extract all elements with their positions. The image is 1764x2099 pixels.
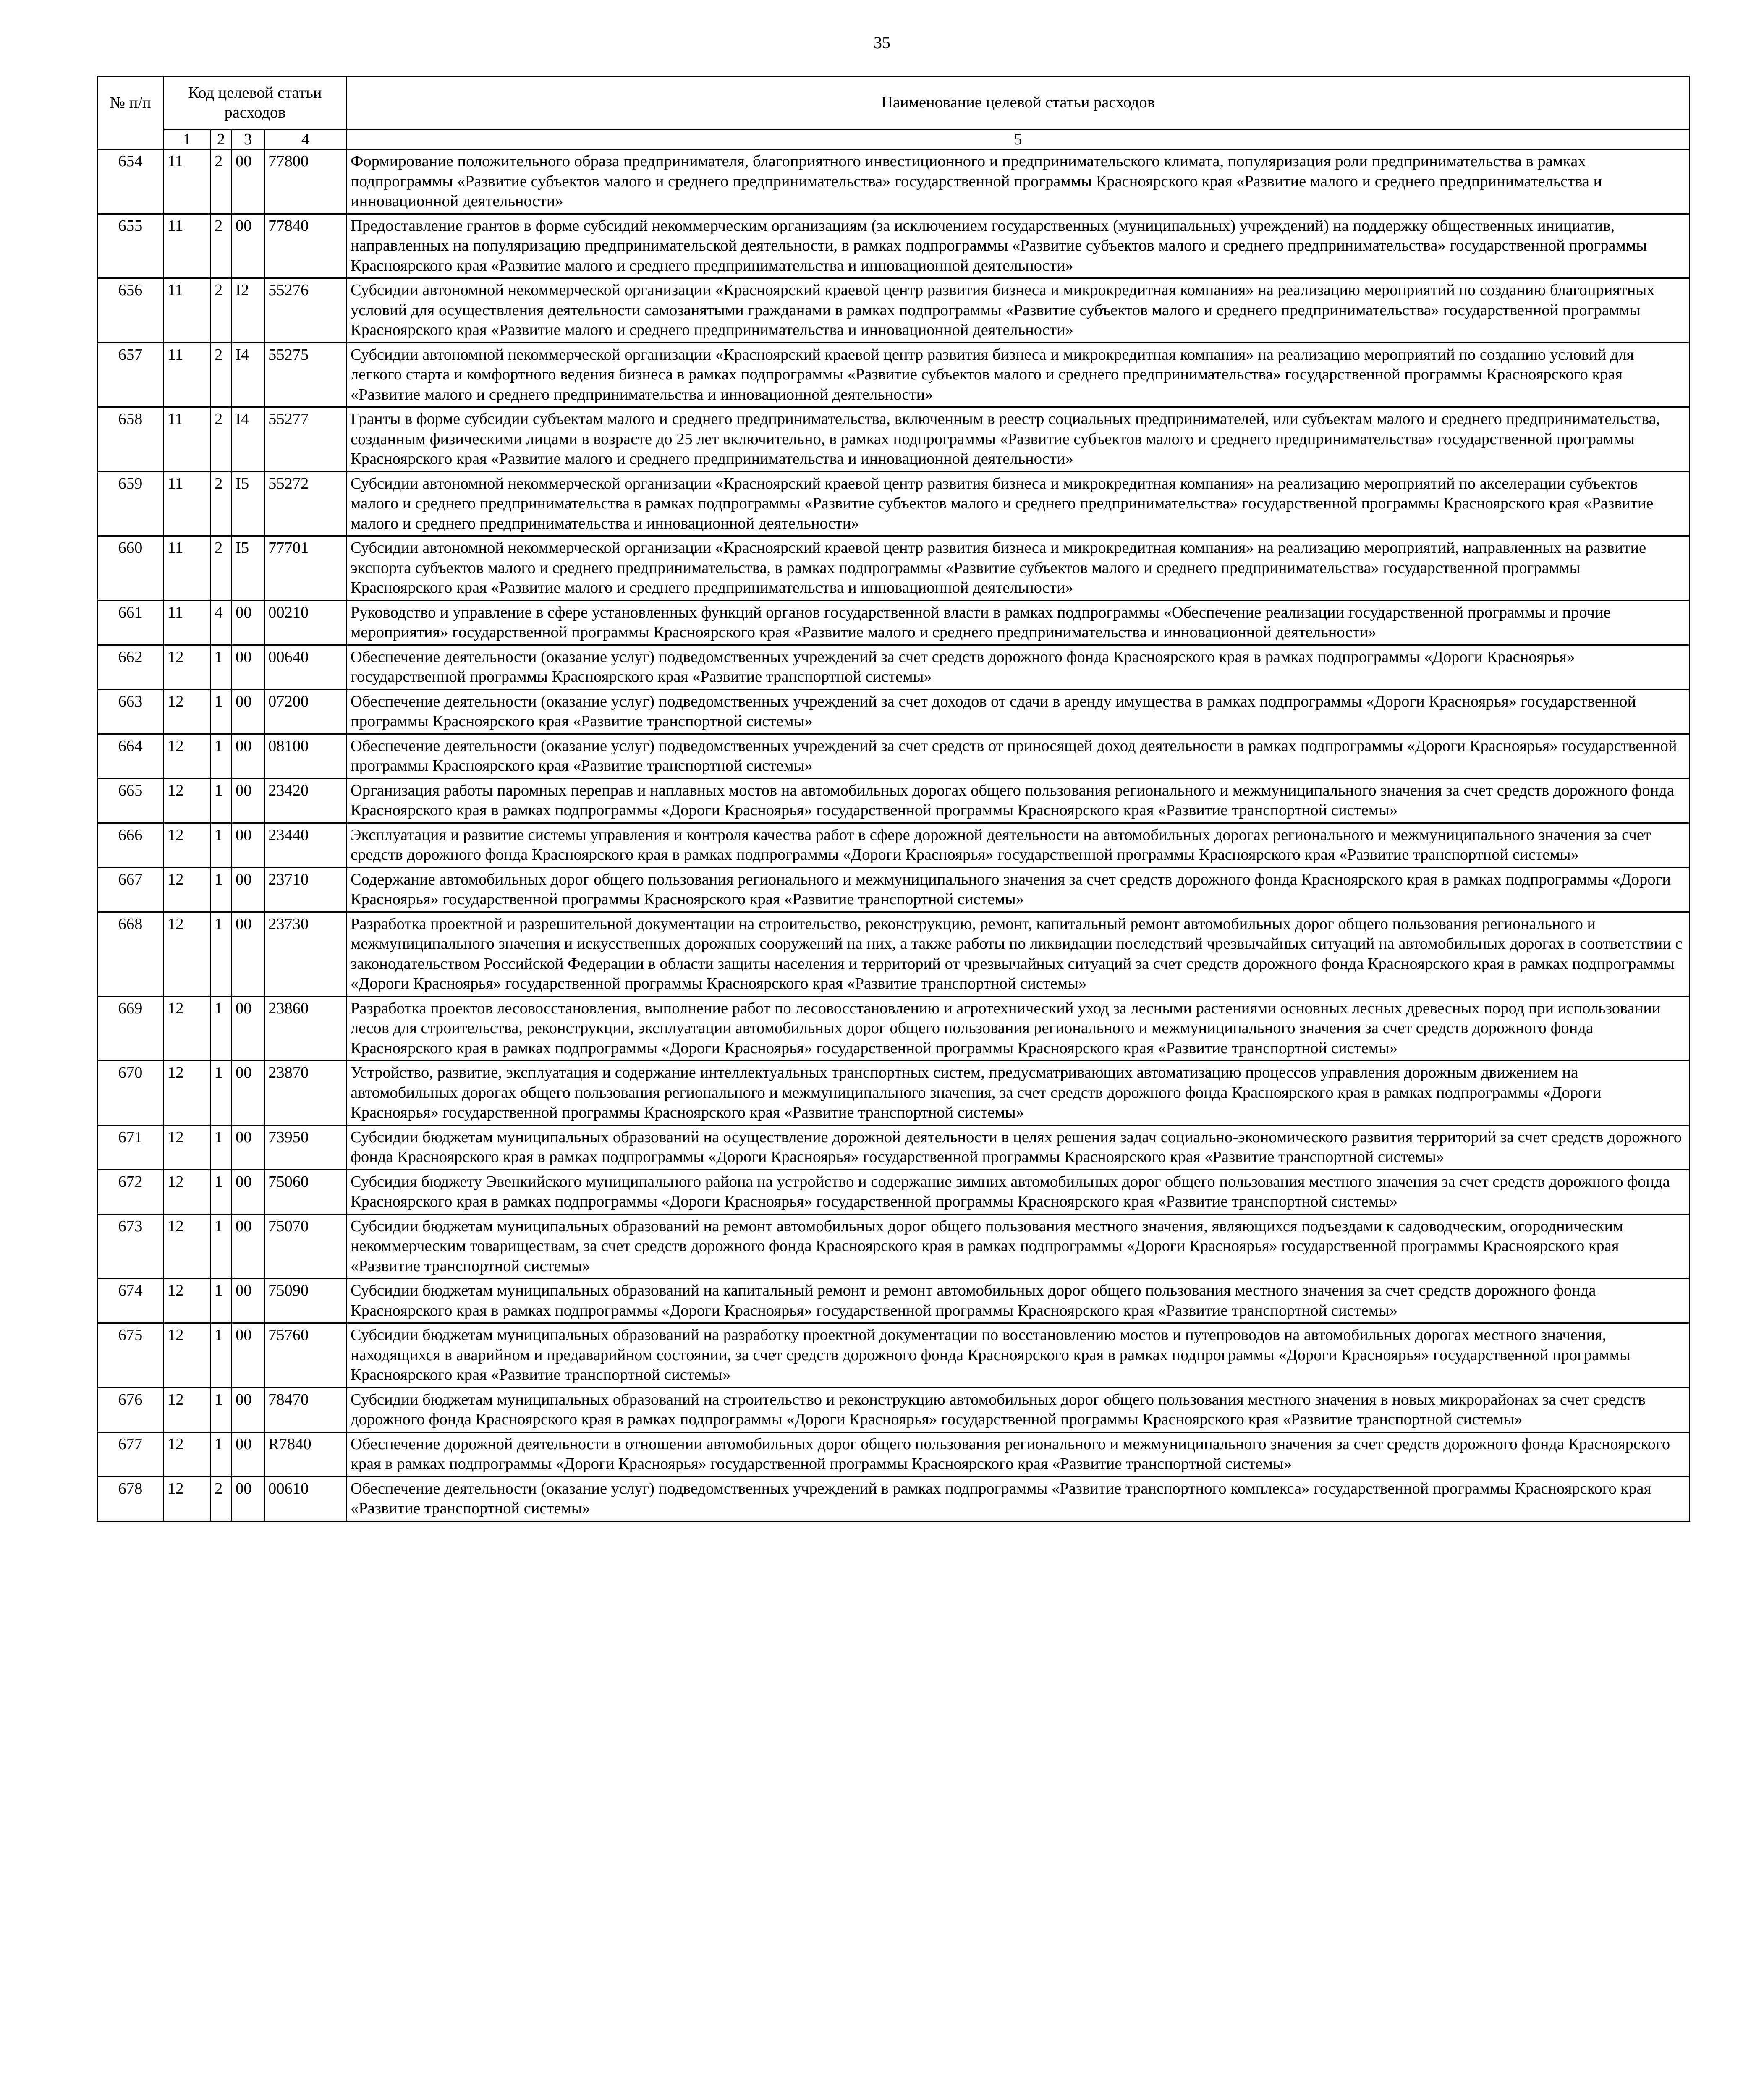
row-number: 663: [97, 689, 164, 734]
row-description: Разработка проектной и разрешительной документации на строительство, реконструкцию, ремонт, капитальный ремонт автомобильных дорог общего пользования регионального и межмуниципального значения и искусственных дорожных сооружений на них, а также работы по ликвидации последствий чрезвычайных ситуаций на автомобильных дорогах в соответствии с законодательством Российской Федерации в области защиты населения и территорий от чрезвычайных ситуаций за счет средств дорожного фонда Красноярского края в рамках подпрограммы «Дороги Красноярья» государственной программы Красноярского края «Развитие транспортной системы»: [347, 912, 1690, 996]
code-part-3: 00: [232, 1279, 264, 1323]
code-part-2: 2: [211, 149, 232, 214]
col-number-1: 1: [164, 130, 211, 149]
code-part-4: 23870: [264, 1061, 347, 1125]
row-description: Субсидии автономной некоммерческой организации «Красноярский краевой центр развития бизнеса и микрокредитная компания» на реализацию мероприятий, направленных на развитие экспорта субъектов малого и среднего предпринимательства, в рамках подпрограммы «Развитие субъектов малого и среднего предпринимательства» государственной программы Красноярского края «Развитие малого и среднего предпринимательства и инновационной деятельности»: [347, 536, 1690, 601]
code-part-4: 75060: [264, 1170, 347, 1214]
code-part-1: 11: [164, 214, 211, 278]
row-number: 655: [97, 214, 164, 278]
row-description: Обеспечение деятельности (оказание услуг) подведомственных учреждений за счет средств дорожного фонда Красноярского края в рамках подпрограммы «Дороги Красноярья» государственной программы Красноярского края «Развитие транспортной системы»: [347, 645, 1690, 689]
row-description: Субсидии бюджетам муниципальных образований на ремонт автомобильных дорог общего пользования местного значения, являющихся подъездами к садоводческим, огородническим некоммерческим товариществам, за счет средств дорожного фонда Красноярского края в рамках подпрограммы «Дороги Красноярья» государственной программы Красноярского края «Развитие транспортной системы»: [347, 1214, 1690, 1279]
row-description: Субсидии автономной некоммерческой организации «Красноярский краевой центр развития бизнеса и микрокредитная компания» на реализацию мероприятий по акселерации субъектов малого и среднего предпринимательства в рамках подпрограммы «Развитие субъектов малого и среднего предпринимательства» государственной программы Красноярского края «Развитие малого и среднего предпринимательства и инновационной деятельности»: [347, 471, 1690, 536]
code-part-1: 11: [164, 343, 211, 407]
code-part-2: 1: [211, 823, 232, 867]
row-number: 671: [97, 1125, 164, 1170]
code-part-1: 12: [164, 912, 211, 996]
code-part-3: 00: [232, 1476, 264, 1521]
row-description: Субсидии бюджетам муниципальных образований на строительство и реконструкцию автомобильных дорог общего пользования местного значения в новых микрорайонах за счет средств дорожного фонда Красноярского края в рамках подпрограммы «Дороги Красноярья» государственной программы Красноярского края «Развитие транспортной системы»: [347, 1387, 1690, 1432]
row-number: 673: [97, 1214, 164, 1279]
row-description: Обеспечение деятельности (оказание услуг) подведомственных учреждений за счет средств от приносящей доход деятельности в рамках подпрограммы «Дороги Красноярья» государственной программы Красноярского края «Развитие транспортной системы»: [347, 734, 1690, 778]
code-part-4: R7840: [264, 1432, 347, 1476]
code-part-4: 55276: [264, 278, 347, 343]
code-part-4: 75760: [264, 1323, 347, 1388]
code-part-3: 00: [232, 1432, 264, 1476]
code-part-3: 00: [232, 1387, 264, 1432]
table-row: [97, 407, 1690, 472]
col-number-blank: [97, 130, 164, 149]
code-part-1: 12: [164, 689, 211, 734]
row-number: 669: [97, 996, 164, 1061]
code-part-4: 55277: [264, 407, 347, 472]
code-part-4: 77701: [264, 536, 347, 601]
code-part-1: 12: [164, 1432, 211, 1476]
row-number: 667: [97, 867, 164, 912]
code-part-4: 78470: [264, 1387, 347, 1432]
code-part-2: 1: [211, 912, 232, 996]
code-part-3: 00: [232, 912, 264, 996]
code-part-3: 00: [232, 689, 264, 734]
code-part-2: 2: [211, 214, 232, 278]
row-description: Эксплуатация и развитие системы управления и контроля качества работ в сфере дорожной деятельности на автомобильных дорогах регионального и межмуниципального значения за счет средств дорожного фонда Красноярского края в рамках подпрограммы «Дороги Красноярья» государственной программы Красноярского края «Развитие транспортной системы»: [347, 823, 1690, 867]
code-part-4: 75090: [264, 1279, 347, 1323]
code-part-1: 12: [164, 1214, 211, 1279]
code-part-3: 00: [232, 823, 264, 867]
row-description: Формирование положительного образа предпринимателя, благоприятного инвестиционного и предпринимательского климата, популяризация роли предпринимательства в рамках подпрограммы «Развитие субъектов малого и среднего предпринимательства» государственной программы Красноярского края «Развитие малого и среднего предпринимательства и инновационной деятельности»: [347, 149, 1690, 214]
table-row: [97, 1214, 1690, 1279]
table-row: [97, 1170, 1690, 1214]
row-description: Субсидии автономной некоммерческой организации «Красноярский краевой центр развития бизнеса и микрокредитная компания» на реализацию мероприятий по созданию благоприятных условий для осуществления деятельности самозанятыми гражданами в рамках подпрограммы «Развитие субъектов малого и среднего предпринимательства» государственной программы Красноярского края «Развитие малого и среднего предпринимательства и инновационной деятельности»: [347, 278, 1690, 343]
code-part-2: 1: [211, 689, 232, 734]
code-part-4: 73950: [264, 1125, 347, 1170]
code-part-1: 12: [164, 1125, 211, 1170]
code-part-1: 12: [164, 1323, 211, 1388]
code-part-4: 55272: [264, 471, 347, 536]
code-part-4: 00610: [264, 1476, 347, 1521]
row-description: Субсидии бюджетам муниципальных образований на разработку проектной документации по восстановлению мостов и путепроводов на автомобильных дорогах местного значения, находящихся в аварийном и предаварийном состоянии, за счет средств дорожного фонда Красноярского края в рамках подпрограммы «Дороги Красноярья» государственной программы Красноярского края «Развитие транспортной системы»: [347, 1323, 1690, 1388]
code-part-1: 11: [164, 471, 211, 536]
col-number-4: 4: [264, 130, 347, 149]
table-row: [97, 1387, 1690, 1432]
table-row: [97, 778, 1690, 823]
row-description: Содержание автомобильных дорог общего пользования регионального и межмуниципального значения за счет средств дорожного фонда Красноярского края в рамках подпрограммы «Дороги Красноярья» государственной программы Красноярского края «Развитие транспортной системы»: [347, 867, 1690, 912]
code-part-3: I5: [232, 471, 264, 536]
code-part-2: 2: [211, 407, 232, 472]
row-number: 660: [97, 536, 164, 601]
code-part-1: 12: [164, 1170, 211, 1214]
code-part-3: 00: [232, 734, 264, 778]
row-description: Разработка проектов лесовосстановления, выполнение работ по лесовосстановлению и агротехнический уход за лесными растениями основных лесных древесных пород при использовании лесов для строительства, реконструкции, эксплуатации автомобильных дорог общего пользования регионального и межмуниципального значения за счет средств дорожного фонда Красноярского края в рамках подпрограммы «Дороги Красноярья» государственной программы Красноярского края «Развитие транспортной системы»: [347, 996, 1690, 1061]
code-part-2: 2: [211, 536, 232, 601]
row-description: Субсидия бюджету Эвенкийского муниципального района на устройство и содержание зимних автомобильных дорог общего пользования местного значения за счет средств дорожного фонда Красноярского края в рамках подпрограммы «Дороги Красноярья» государственной программы Красноярского края «Развитие транспортной системы»: [347, 1170, 1690, 1214]
code-part-2: 2: [211, 343, 232, 407]
table-row: [97, 867, 1690, 912]
row-number: 678: [97, 1476, 164, 1521]
table-row: [97, 536, 1690, 601]
table-row: [97, 912, 1690, 996]
code-part-1: 11: [164, 407, 211, 472]
code-part-1: 11: [164, 278, 211, 343]
code-part-4: 00640: [264, 645, 347, 689]
code-part-3: 00: [232, 1170, 264, 1214]
code-part-4: 77800: [264, 149, 347, 214]
code-part-4: 75070: [264, 1214, 347, 1279]
code-part-1: 12: [164, 734, 211, 778]
row-number: 658: [97, 407, 164, 472]
table-row: [97, 471, 1690, 536]
code-part-3: 00: [232, 1125, 264, 1170]
row-number: 675: [97, 1323, 164, 1388]
code-part-3: 00: [232, 645, 264, 689]
code-part-1: 12: [164, 778, 211, 823]
page-number: 35: [874, 33, 890, 52]
table-row: [97, 689, 1690, 734]
col-number-3: 3: [232, 130, 264, 149]
row-number: 676: [97, 1387, 164, 1432]
code-part-2: 1: [211, 1061, 232, 1125]
row-number: 674: [97, 1279, 164, 1323]
row-description: Субсидии автономной некоммерческой организации «Красноярский краевой центр развития бизнеса и микрокредитная компания» на реализацию мероприятий по созданию условий для легкого старта и комфортного ведения бизнеса в рамках подпрограммы «Развитие субъектов малого и среднего предпринимательства» государственной программы Красноярского края «Развитие малого и среднего предпринимательства и инновационной деятельности»: [347, 343, 1690, 407]
table-header-row: [97, 76, 1690, 130]
col-number-2: 2: [211, 130, 232, 149]
header-name: Наименование целевой статьи расходов: [347, 76, 1690, 130]
row-description: Предоставление грантов в форме субсидий некоммерческим организациям (за исключением государственных (муниципальных) учреждений) на поддержку общественных инициатив, направленных на популяризацию предпринимательской деятельности, в рамках подпрограммы «Развитие субъектов малого и среднего предпринимательства» государственной программы Красноярского края «Развитие малого и среднего предпринимательства и инновационной деятельности»: [347, 214, 1690, 278]
row-number: 657: [97, 343, 164, 407]
code-part-1: 12: [164, 823, 211, 867]
code-part-4: 08100: [264, 734, 347, 778]
row-description: Обеспечение деятельности (оказание услуг) подведомственных учреждений в рамках подпрограммы «Развитие транспортного комплекса» государственной программы Красноярского края «Развитие транспортной системы»: [347, 1476, 1690, 1521]
header-code: Код целевой статьи расходов: [164, 76, 347, 130]
row-description: Устройство, развитие, эксплуатация и содержание интеллектуальных транспортных систем, предусматривающих автоматизацию процессов управления дорожным движением на автомобильных дорогах общего пользования регионального и межмуниципального значения, за счет средств дорожного фонда Красноярского края в рамках подпрограммы «Дороги Красноярья» государственной программы Красноярского края «Развитие транспортной системы»: [347, 1061, 1690, 1125]
row-description: Субсидии бюджетам муниципальных образований на капитальный ремонт и ремонт автомобильных дорог общего пользования местного значения за счет средств дорожного фонда Красноярского края в рамках подпрограммы «Дороги Красноярья» государственной программы Красноярского края «Развитие транспортной системы»: [347, 1279, 1690, 1323]
row-number: 654: [97, 149, 164, 214]
table-row: [97, 343, 1690, 407]
table-row: [97, 278, 1690, 343]
code-part-4: 23730: [264, 912, 347, 996]
code-part-4: 07200: [264, 689, 347, 734]
code-part-3: I4: [232, 407, 264, 472]
code-part-2: 2: [211, 278, 232, 343]
table-row: [97, 600, 1690, 645]
code-part-1: 11: [164, 149, 211, 214]
code-part-3: 00: [232, 1061, 264, 1125]
code-part-2: 2: [211, 1476, 232, 1521]
code-part-1: 12: [164, 867, 211, 912]
code-part-4: 00210: [264, 600, 347, 645]
code-part-2: 1: [211, 1214, 232, 1279]
col-number-5: 5: [347, 130, 1690, 149]
code-part-2: 1: [211, 1125, 232, 1170]
code-part-3: 00: [232, 778, 264, 823]
code-part-2: 2: [211, 471, 232, 536]
code-part-2: 1: [211, 996, 232, 1061]
table-row: [97, 734, 1690, 778]
code-part-3: 00: [232, 600, 264, 645]
code-part-3: 00: [232, 867, 264, 912]
code-part-2: 1: [211, 867, 232, 912]
code-part-4: 23860: [264, 996, 347, 1061]
row-number: 659: [97, 471, 164, 536]
code-part-3: I2: [232, 278, 264, 343]
code-part-3: 00: [232, 1323, 264, 1388]
table-body: [97, 149, 1690, 1521]
code-part-3: 00: [232, 996, 264, 1061]
code-part-4: 23440: [264, 823, 347, 867]
code-part-1: 11: [164, 600, 211, 645]
row-number: 668: [97, 912, 164, 996]
code-part-3: I5: [232, 536, 264, 601]
row-number: 672: [97, 1170, 164, 1214]
column-number-row: [97, 130, 1690, 149]
header-num: № п/п: [97, 76, 164, 130]
code-part-3: 00: [232, 1214, 264, 1279]
row-number: 661: [97, 600, 164, 645]
code-part-2: 1: [211, 1170, 232, 1214]
table-row: [97, 645, 1690, 689]
code-part-2: 1: [211, 778, 232, 823]
code-part-2: 1: [211, 645, 232, 689]
code-part-2: 1: [211, 734, 232, 778]
table-row: [97, 823, 1690, 867]
code-part-3: 00: [232, 149, 264, 214]
code-part-4: 23710: [264, 867, 347, 912]
code-part-1: 12: [164, 645, 211, 689]
row-description: Обеспечение деятельности (оказание услуг) подведомственных учреждений за счет доходов от сдачи в аренду имущества в рамках подпрограммы «Дороги Красноярья» государственной программы Красноярского края «Развитие транспортной системы»: [347, 689, 1690, 734]
code-part-1: 12: [164, 1061, 211, 1125]
row-number: 662: [97, 645, 164, 689]
row-number: 670: [97, 1061, 164, 1125]
code-part-3: 00: [232, 214, 264, 278]
code-part-2: 4: [211, 600, 232, 645]
code-part-1: 12: [164, 1387, 211, 1432]
table-row: [97, 1432, 1690, 1476]
table-row: [97, 1476, 1690, 1521]
table-row: [97, 1323, 1690, 1388]
row-description: Организация работы паромных переправ и наплавных мостов на автомобильных дорогах общего пользования регионального и межмуниципального значения за счет средств дорожного фонда Красноярского края в рамках подпрограммы «Дороги Красноярья» государственной программы Красноярского края «Развитие транспортной системы»: [347, 778, 1690, 823]
code-part-1: 11: [164, 536, 211, 601]
row-number: 666: [97, 823, 164, 867]
row-number: 656: [97, 278, 164, 343]
code-part-1: 12: [164, 1476, 211, 1521]
code-part-2: 1: [211, 1432, 232, 1476]
row-number: 664: [97, 734, 164, 778]
code-part-2: 1: [211, 1323, 232, 1388]
table-row: [97, 996, 1690, 1061]
row-number: 677: [97, 1432, 164, 1476]
row-description: Гранты в форме субсидии субъектам малого и среднего предпринимательства, включенным в реестр социальных предпринимателей, или субъектам малого и среднего предпринимательства, созданным физическими лицами в возрасте до 25 лет включительно, в рамках подпрограммы «Развитие субъектов малого и среднего предпринимательства» государственной программы Красноярского края «Развитие малого и среднего предпринимательства и инновационной деятельности»: [347, 407, 1690, 472]
table-row: [97, 1279, 1690, 1323]
row-number: 665: [97, 778, 164, 823]
code-part-2: 1: [211, 1387, 232, 1432]
code-part-1: 12: [164, 1279, 211, 1323]
table-row: [97, 1061, 1690, 1125]
table-row: [97, 1125, 1690, 1170]
code-part-3: I4: [232, 343, 264, 407]
code-part-4: 55275: [264, 343, 347, 407]
code-part-2: 1: [211, 1279, 232, 1323]
code-part-4: 77840: [264, 214, 347, 278]
budget-items-table: [97, 76, 1690, 1522]
row-description: Обеспечение дорожной деятельности в отношении автомобильных дорог общего пользования регионального и межмуниципального значения за счет средств дорожного фонда Красноярского края в рамках подпрограммы «Дороги Красноярья» государственной программы Красноярского края «Развитие транспортной системы»: [347, 1432, 1690, 1476]
table-row: [97, 214, 1690, 278]
code-part-1: 12: [164, 996, 211, 1061]
table-row: [97, 149, 1690, 214]
code-part-4: 23420: [264, 778, 347, 823]
row-description: Субсидии бюджетам муниципальных образований на осуществление дорожной деятельности в целях решения задач социально-экономического развития территорий за счет средств дорожного фонда Красноярского края в рамках подпрограммы «Дороги Красноярья» государственной программы Красноярского края «Развитие транспортной системы»: [347, 1125, 1690, 1170]
row-description: Руководство и управление в сфере установленных функций органов государственной власти в рамках подпрограммы «Обеспечение реализации государственной программы и прочие мероприятия» государственной программы Красноярского края «Развитие малого и среднего предпринимательства и инновационной деятельности»: [347, 600, 1690, 645]
